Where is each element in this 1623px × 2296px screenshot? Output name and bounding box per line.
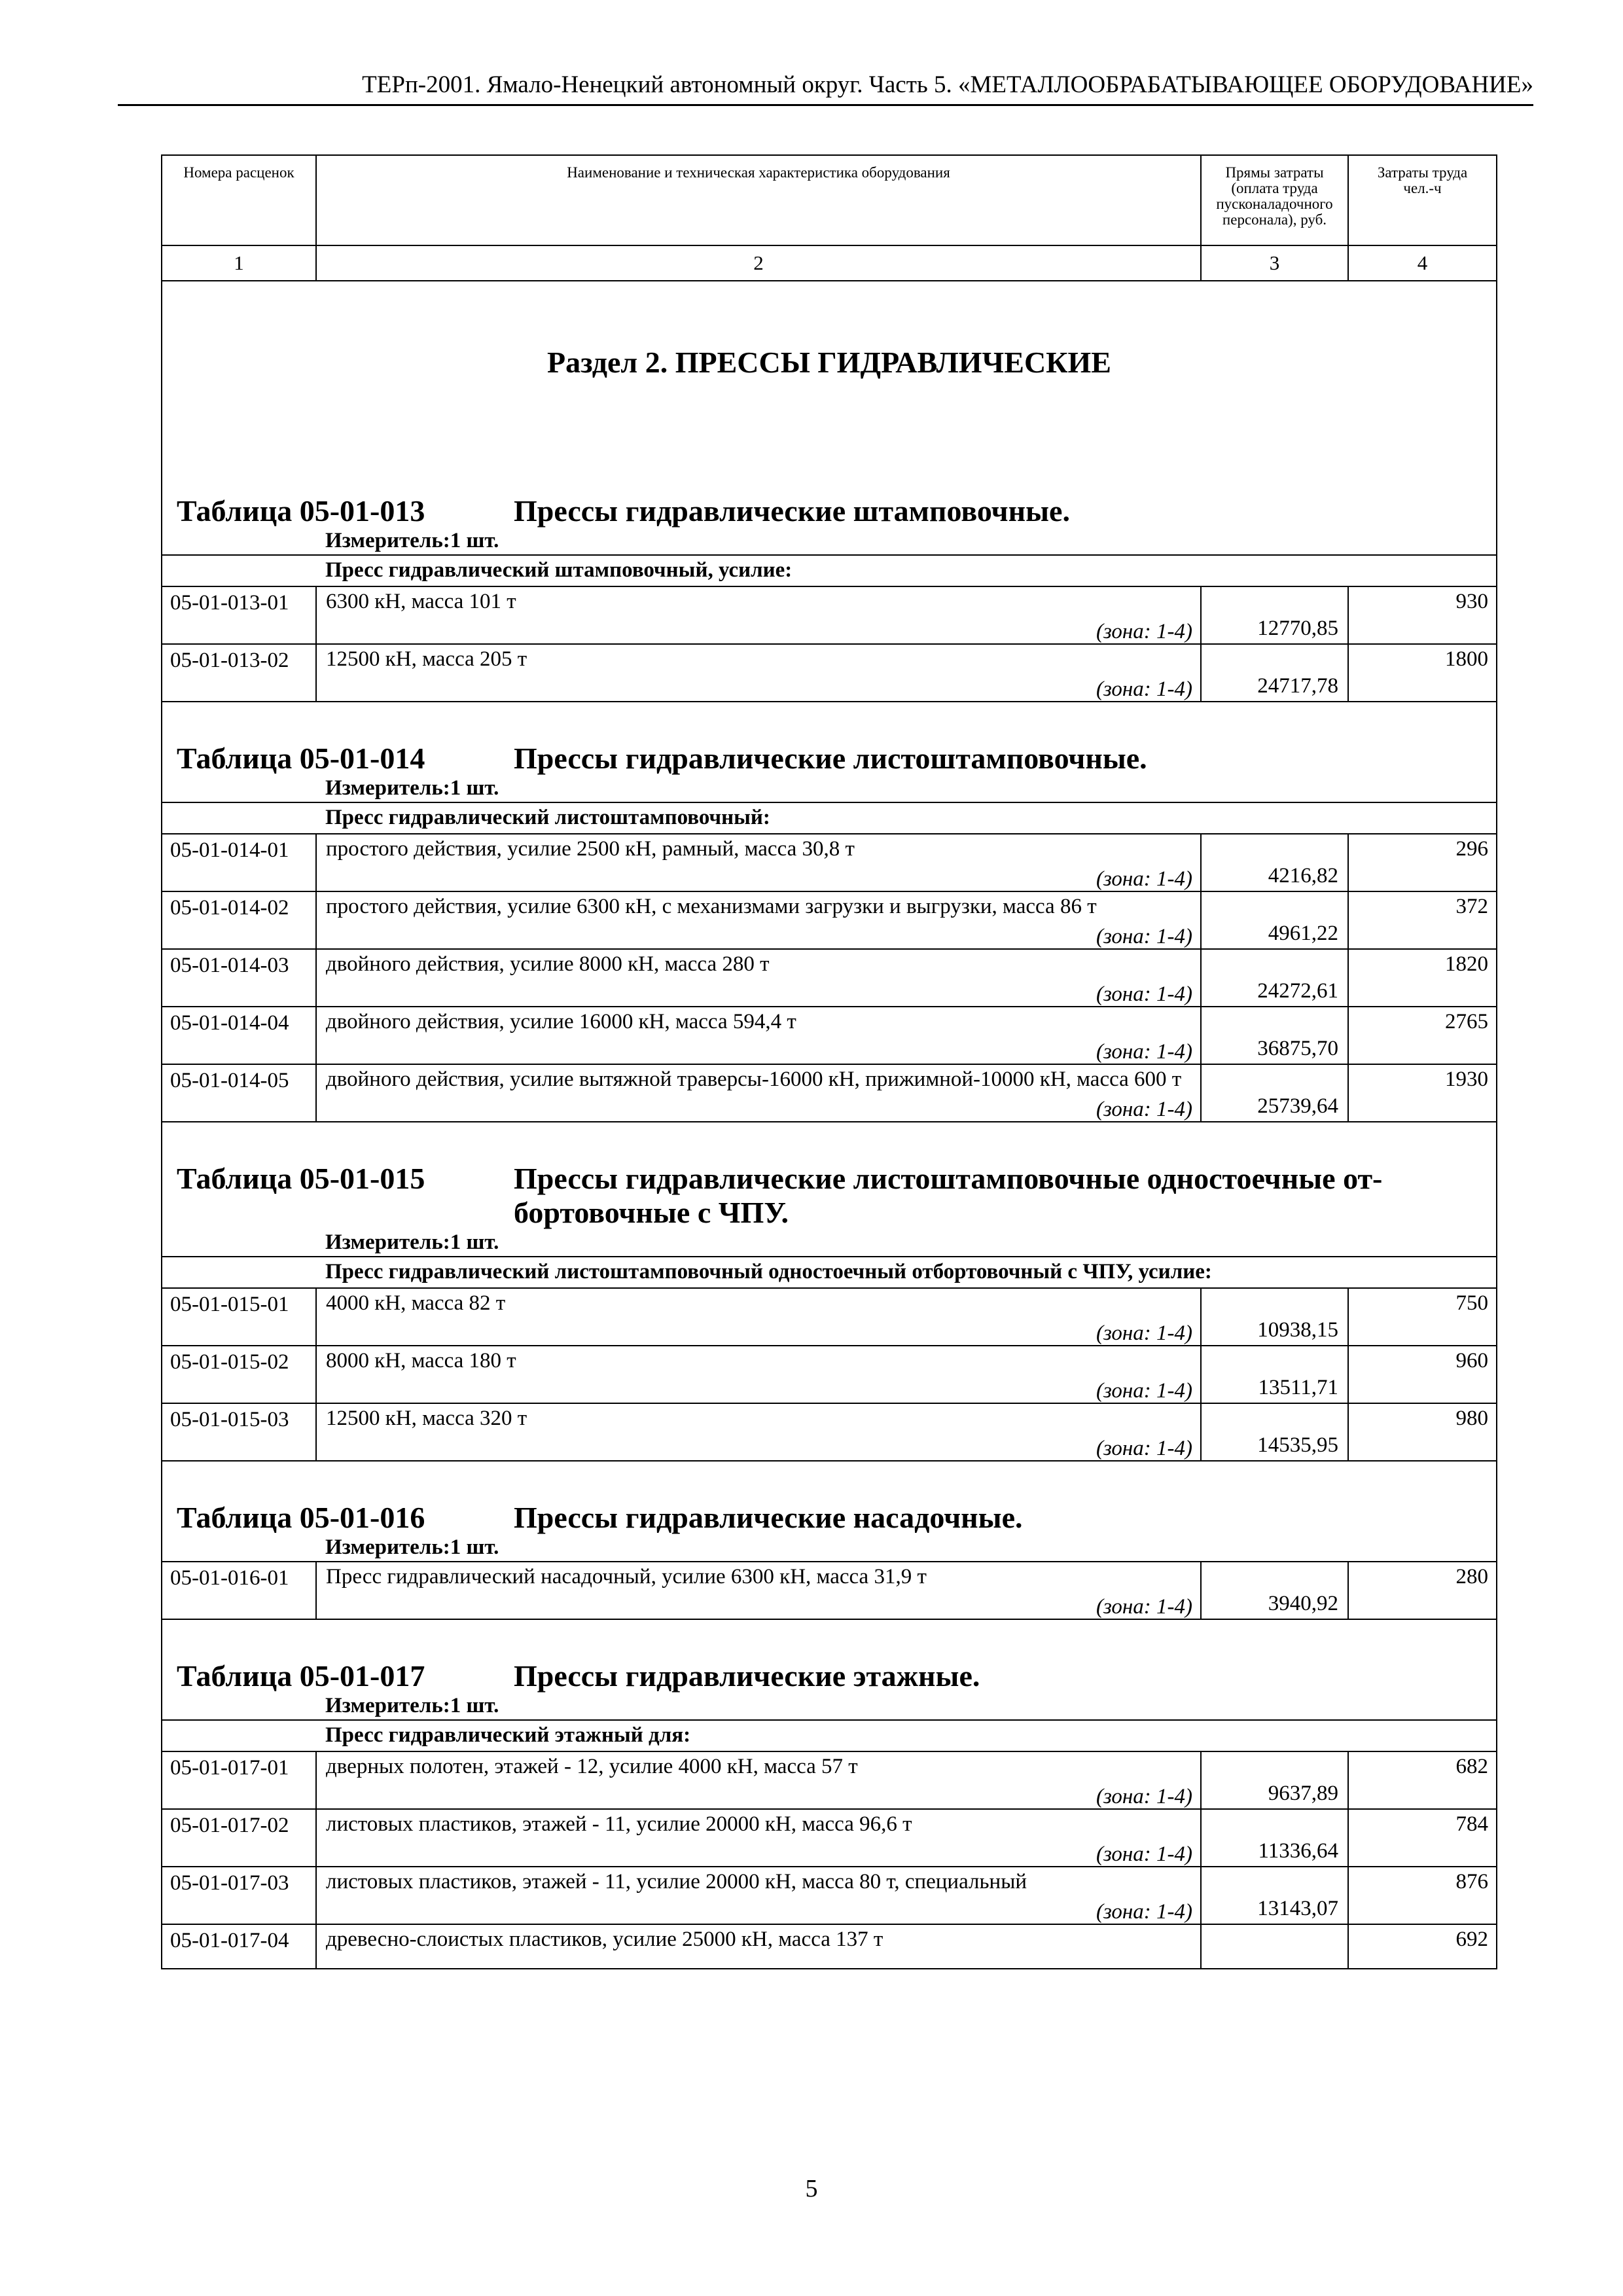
table-title-cell (162, 417, 1497, 528)
group-row (162, 1257, 1497, 1288)
table-heading (162, 1122, 1496, 1230)
labor-hours: 960 (1348, 1346, 1497, 1403)
direct-cost: 10938,15 (1201, 1288, 1348, 1346)
column-number: 4 (1348, 245, 1497, 281)
zone-label: (зона: 1-4) (1096, 1379, 1192, 1403)
table-row (162, 1867, 1497, 1924)
equipment-description (316, 1064, 1201, 1122)
table-title-row (162, 1461, 1497, 1535)
equipment-description (316, 1562, 1201, 1619)
group-heading: Пресс гидравлический листоштамповочный одностоечный отбортовочный с ЧПУ, усилие: (162, 1257, 1497, 1288)
table-row (162, 1064, 1497, 1122)
labor-hours: 2765 (1348, 1007, 1497, 1064)
description-text: листовых пластиков, этажей - 11, усилие 20000 кН, масса 80 т, специальный (326, 1870, 1027, 1893)
labor-hours: 1930 (1348, 1064, 1497, 1122)
equipment-description (316, 1924, 1201, 1969)
measure-unit: Измеритель:1 шт. (162, 1535, 1497, 1562)
column-header-row (162, 155, 1497, 245)
table-heading (162, 1620, 1496, 1693)
measure-row (162, 776, 1497, 802)
zone-label: (зона: 1-4) (1096, 1437, 1192, 1460)
table-heading (162, 702, 1496, 776)
cost-header-line: персонала), руб. (1222, 211, 1327, 228)
column-number: 2 (316, 245, 1201, 281)
group-row (162, 802, 1497, 834)
table-number: Таблица 05-01-014 (177, 742, 425, 775)
direct-cost: 14535,95 (1201, 1403, 1348, 1461)
rate-code: 05-01-014-02 (162, 891, 316, 949)
description-text: листовых пластиков, этажей - 11, усилие 20000 кН, масса 96,6 т (326, 1812, 912, 1836)
group-row (162, 1720, 1497, 1751)
description-text: простого действия, усилие 6300 кН, с механизмами загрузки и выгрузки, масса 86 т (326, 895, 1097, 918)
description-text: дверных полотен, этажей - 12, усилие 4000 кН, масса 57 т (326, 1755, 858, 1778)
equipment-description (316, 1751, 1201, 1809)
rate-code: 05-01-014-05 (162, 1064, 316, 1122)
cost-header-line: пусконаладочного (1216, 196, 1333, 212)
cost-header-line: (оплата труда (1231, 180, 1318, 196)
table-heading (162, 1462, 1496, 1535)
description-text: двойного действия, усилие вытяжной траверсы-16000 кН, прижимной-10000 кН, масса 600 т (326, 1067, 1182, 1091)
zone-label: (зона: 1-4) (1096, 1098, 1192, 1121)
zone-label: (зона: 1-4) (1096, 620, 1192, 643)
measure-row (162, 1693, 1497, 1720)
equipment-description (316, 1867, 1201, 1924)
description-text: древесно-слоистых пластиков, усилие 25000 кН, масса 137 т (326, 1928, 883, 1951)
column-number: 1 (162, 245, 316, 281)
rate-code: 05-01-013-01 (162, 586, 316, 644)
equipment-description (316, 1007, 1201, 1064)
rate-code: 05-01-013-02 (162, 644, 316, 702)
table-title-row (162, 1619, 1497, 1693)
labor-hours: 682 (1348, 1751, 1497, 1809)
description-text: 12500 кН, масса 205 т (326, 647, 527, 671)
table-number: Таблица 05-01-013 (177, 494, 425, 528)
direct-cost: 12770,85 (1201, 586, 1348, 644)
labor-hours: 692 (1348, 1924, 1497, 1969)
direct-cost: 3940,92 (1201, 1562, 1348, 1619)
measure-unit: Измеритель:1 шт. (162, 528, 1497, 555)
description-text: двойного действия, усилие 8000 кН, масса 280 т (326, 952, 770, 976)
table-name: Прессы гидравлические насадочные. (514, 1501, 1023, 1534)
rate-code: 05-01-015-01 (162, 1288, 316, 1346)
column-number: 3 (1201, 245, 1348, 281)
measure-unit: Измеритель:1 шт. (162, 1230, 1497, 1257)
table-row (162, 1924, 1497, 1969)
zone-label: (зона: 1-4) (1096, 925, 1192, 948)
measure-row (162, 528, 1497, 555)
direct-cost: 4216,82 (1201, 834, 1348, 891)
equipment-description (316, 1346, 1201, 1403)
table-title-cell (162, 1461, 1497, 1535)
table-row (162, 1288, 1497, 1346)
page-number: 5 (805, 2175, 818, 2202)
description-text: 8000 кН, масса 180 т (326, 1349, 516, 1372)
table-row (162, 1809, 1497, 1867)
direct-cost: 36875,70 (1201, 1007, 1348, 1064)
equipment-description (316, 1288, 1201, 1346)
table-title-cell (162, 1122, 1497, 1230)
table-title-cell (162, 1619, 1497, 1693)
zone-label: (зона: 1-4) (1096, 1842, 1192, 1866)
rate-code: 05-01-014-01 (162, 834, 316, 891)
table-row (162, 1007, 1497, 1064)
equipment-description (316, 891, 1201, 949)
section-title-row (162, 281, 1497, 417)
table-row (162, 1346, 1497, 1403)
direct-cost: 24717,78 (1201, 644, 1348, 702)
column-number-row (162, 245, 1497, 281)
rate-code: 05-01-014-04 (162, 1007, 316, 1064)
labor-hours: 980 (1348, 1403, 1497, 1461)
zone-label: (зона: 1-4) (1096, 1595, 1192, 1619)
labor-hours: 750 (1348, 1288, 1497, 1346)
group-row (162, 555, 1497, 586)
equipment-description (316, 1403, 1201, 1461)
rate-code: 05-01-017-04 (162, 1924, 316, 1969)
description-text: Пресс гидравлический насадочный, усилие 6300 кН, масса 31,9 т (326, 1565, 927, 1588)
labor-hours: 372 (1348, 891, 1497, 949)
cost-header-line: Прямы затраты (1225, 164, 1324, 181)
zone-label: (зона: 1-4) (1096, 1040, 1192, 1064)
column-header-codes: Номера расценок (162, 155, 316, 245)
measure-unit: Измеритель:1 шт. (162, 1693, 1497, 1720)
direct-cost: 4961,22 (1201, 891, 1348, 949)
rate-code: 05-01-017-02 (162, 1809, 316, 1867)
column-header-cost (1201, 155, 1348, 245)
equipment-description (316, 949, 1201, 1007)
rate-code: 05-01-017-01 (162, 1751, 316, 1809)
direct-cost: 13511,71 (1201, 1346, 1348, 1403)
direct-cost: 13143,07 (1201, 1867, 1348, 1924)
direct-cost: 25739,64 (1201, 1064, 1348, 1122)
rate-code: 05-01-016-01 (162, 1562, 316, 1619)
description-text: 4000 кН, масса 82 т (326, 1291, 506, 1315)
labor-header-line: чел.-ч (1403, 180, 1442, 196)
measure-unit: Измеритель:1 шт. (162, 776, 1497, 802)
group-heading: Пресс гидравлический этажный для: (162, 1720, 1497, 1751)
table-heading (162, 417, 1496, 528)
labor-hours: 1800 (1348, 644, 1497, 702)
labor-header-line: Затраты труда (1377, 164, 1468, 181)
description-text: двойного действия, усилие 16000 кН, масса 594,4 т (326, 1010, 796, 1033)
table-row (162, 949, 1497, 1007)
table-number: Таблица 05-01-017 (177, 1659, 425, 1693)
direct-cost: 9637,89 (1201, 1751, 1348, 1809)
labor-hours: 280 (1348, 1562, 1497, 1619)
zone-label: (зона: 1-4) (1096, 1900, 1192, 1924)
rate-code: 05-01-015-03 (162, 1403, 316, 1461)
zone-label: (зона: 1-4) (1096, 677, 1192, 701)
rate-code: 05-01-015-02 (162, 1346, 316, 1403)
running-header: ТЕРп-2001. Ямало-Ненецкий автономный округ. Часть 5. «МЕТАЛЛООБРАБАТЫВАЮЩЕЕ ОБОРУДОВАНИЕ» (362, 71, 1533, 98)
direct-cost (1201, 1924, 1348, 1969)
description-text: простого действия, усилие 2500 кН, рамный, масса 30,8 т (326, 837, 855, 861)
column-header-name: Наименование и техническая характеристика оборудования (316, 155, 1201, 245)
labor-hours: 296 (1348, 834, 1497, 891)
group-heading: Пресс гидравлический штамповочный, усилие: (162, 555, 1497, 586)
labor-hours: 876 (1348, 1867, 1497, 1924)
table-name: Прессы гидравлические листоштамповочные. (514, 742, 1147, 775)
table-row (162, 1751, 1497, 1809)
table-row (162, 891, 1497, 949)
equipment-description (316, 586, 1201, 644)
direct-cost: 24272,61 (1201, 949, 1348, 1007)
equipment-description (316, 644, 1201, 702)
rate-code: 05-01-014-03 (162, 949, 316, 1007)
header-rule (118, 104, 1533, 106)
section-title: Раздел 2. ПРЕССЫ ГИДРАВЛИЧЕСКИЕ (162, 281, 1497, 417)
table-row (162, 1562, 1497, 1619)
zone-label: (зона: 1-4) (1096, 1321, 1192, 1345)
labor-hours: 784 (1348, 1809, 1497, 1867)
equipment-description (316, 1809, 1201, 1867)
table-title-cell (162, 702, 1497, 776)
measure-row (162, 1535, 1497, 1562)
table-row (162, 1403, 1497, 1461)
rates-table (161, 154, 1497, 1969)
table-name: Прессы гидравлические листоштамповочные одностоечные от-бортовочные с ЧПУ. (514, 1162, 1383, 1229)
labor-hours: 1820 (1348, 949, 1497, 1007)
zone-label: (зона: 1-4) (1096, 1785, 1192, 1808)
equipment-description (316, 834, 1201, 891)
description-text: 12500 кН, масса 320 т (326, 1407, 527, 1430)
rate-code: 05-01-017-03 (162, 1867, 316, 1924)
description-text: 6300 кН, масса 101 т (326, 590, 516, 613)
table-name: Прессы гидравлические штамповочные. (514, 494, 1070, 528)
column-header-labor (1348, 155, 1497, 245)
table-row (162, 644, 1497, 702)
group-heading: Пресс гидравлический листоштамповочный: (162, 802, 1497, 834)
direct-cost: 11336,64 (1201, 1809, 1348, 1867)
table-title-row (162, 417, 1497, 528)
zone-label: (зона: 1-4) (1096, 982, 1192, 1006)
zone-label: (зона: 1-4) (1096, 867, 1192, 891)
measure-row (162, 1230, 1497, 1257)
labor-hours: 930 (1348, 586, 1497, 644)
table-number: Таблица 05-01-016 (177, 1501, 425, 1534)
table-row (162, 586, 1497, 644)
table-row (162, 834, 1497, 891)
table-title-row (162, 1122, 1497, 1230)
table-title-row (162, 702, 1497, 776)
table-number: Таблица 05-01-015 (177, 1162, 425, 1195)
table-name: Прессы гидравлические этажные. (514, 1659, 980, 1693)
